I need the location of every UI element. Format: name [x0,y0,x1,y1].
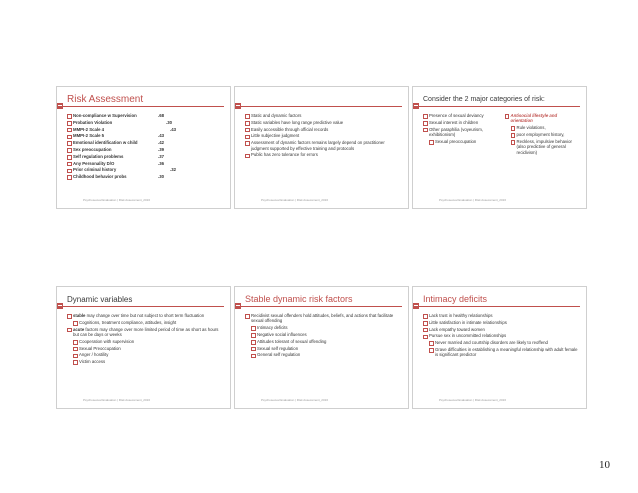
slide-body [67,113,224,181]
list-item: Victim access [73,359,224,364]
title-rule [63,106,224,107]
list-item: Cooperation with supervision [73,339,224,344]
list-item: Negative social influences [251,332,402,337]
list-item: stable may change over time but not subject to short term fluctuation [67,313,224,318]
list-item: Cognitions, treatment compliance, attitudes, insight [73,320,224,325]
list-item: Reckless, impulsive behavior (also predictive of general recidivism) [511,139,581,155]
slide-static-dynamic [234,86,409,209]
slide-footer: Psychosexual Evaluation | Risk Assessment_2016 [439,198,506,202]
slide-marker-icon [413,103,419,109]
slide-body [423,113,580,156]
list-item: Little satisfaction in intimate relationships [423,320,580,325]
slide-marker-icon [57,303,63,309]
slide-dynamic-variables [56,286,231,409]
slide-risk-assessment [56,86,231,209]
list-item: Lack empathy toward women [423,327,580,332]
title-rule [63,306,224,307]
slide-title: Intimacy deficits [423,294,488,304]
slide-title: Risk Assessment [67,94,144,105]
list-item: Sexual Preoccupation [73,346,224,351]
list-item: Never married and courtship disorders are likely to reoffend [429,340,580,345]
slide-body [245,313,402,359]
list-item: Sexual self regulation [251,346,402,351]
list-item: General self regulation [251,352,402,357]
slide-marker-icon [413,303,419,309]
list-item: Childhood behavior probs .30 [67,174,224,179]
list-item: MMPI-2 Scale 4 .43 [67,127,224,132]
list-item: Pursue sex in uncommitted relationships [423,333,580,338]
list-item: Rule violations, [511,125,581,130]
list-item: Self regulation problems .37 [67,154,224,159]
slide-risk-categories [412,86,587,209]
list-item: acute factors may change over more limited period of time as short as hours but can be days or weeks [67,327,224,338]
slide-marker-icon [235,103,241,109]
list-item: Any Personality D/O .36 [67,161,224,166]
slide-marker-icon [235,303,241,309]
list-item: Sexual interest in children [423,120,499,125]
slide-body [423,313,580,359]
slide-footer: Psychosexual Evaluation | Risk Assessment_2016 [261,398,328,402]
page-number: 10 [599,459,610,471]
list-item: Assessment of dynamic factors remains largely depend on practitioner judgment supported by effective training and protocols [245,140,402,151]
list-item: Antisocial lifestyle and orientation [505,113,581,124]
list-item: Probation Violation .30 [67,120,224,125]
list-item: Presence of sexual deviancy [423,113,499,118]
list-item: Recidivist sexual offenders hold attitudes, beliefs, and actions that facilitate sexual offending [245,313,402,324]
list-item: Attitudes tolerant of sexual offending [251,339,402,344]
list-item: MMPI-2 Scale 5 .43 [67,133,224,138]
slide-footer: Psychosexual Evaluation | Risk Assessment_2016 [83,398,150,402]
list-item: Grave difficulties in establishing a meaningful relationship with adult female is significant predictor [429,347,580,358]
slide-footer: Psychosexual Evaluation | Risk Assessment_2016 [439,398,506,402]
slide-marker-icon [57,103,63,109]
list-item: Other paraphilia (voyeurism, exhibitionism) [423,127,499,138]
list-item: Lack trust in healthy relationships [423,313,580,318]
title-rule [419,306,580,307]
list-item: Intimacy deficits [251,325,402,330]
list-item: Prior criminal history .32 [67,167,224,172]
title-rule [241,306,402,307]
slide-title: Dynamic variables [67,295,133,304]
list-item: Sexual preoccupation [429,139,499,144]
list-item: Public has zero tolerance for errors [245,152,402,157]
slide-intimacy-deficits [412,286,587,409]
list-item: Non-compliance w Supervision .68 [67,113,224,118]
slide-body [245,113,402,159]
title-rule [241,106,402,107]
slide-title: Consider the 2 major categories of risk: [423,96,545,103]
slide-footer: Psychosexual Evaluation | Risk Assessment_2016 [83,198,150,202]
list-item: poor employment history, [511,132,581,137]
title-rule [419,106,580,107]
slide-body [67,313,224,366]
slide-footer: Psychosexual Evaluation | Risk Assessment_2016 [261,198,328,202]
list-item: Easily accessible through official records [245,127,402,132]
list-item: Sex preoccupation .39 [67,147,224,152]
list-item: Anger / hostility [73,352,224,357]
list-item: Emotional identification w child .42 [67,140,224,145]
slide-title: Stable dynamic risk factors [245,294,353,304]
list-item: Static variables have long range predictive value [245,120,402,125]
list-item: Static and dynamic factors [245,113,402,118]
list-item: Little subjective judgment [245,133,402,138]
slide-stable-dynamic [234,286,409,409]
